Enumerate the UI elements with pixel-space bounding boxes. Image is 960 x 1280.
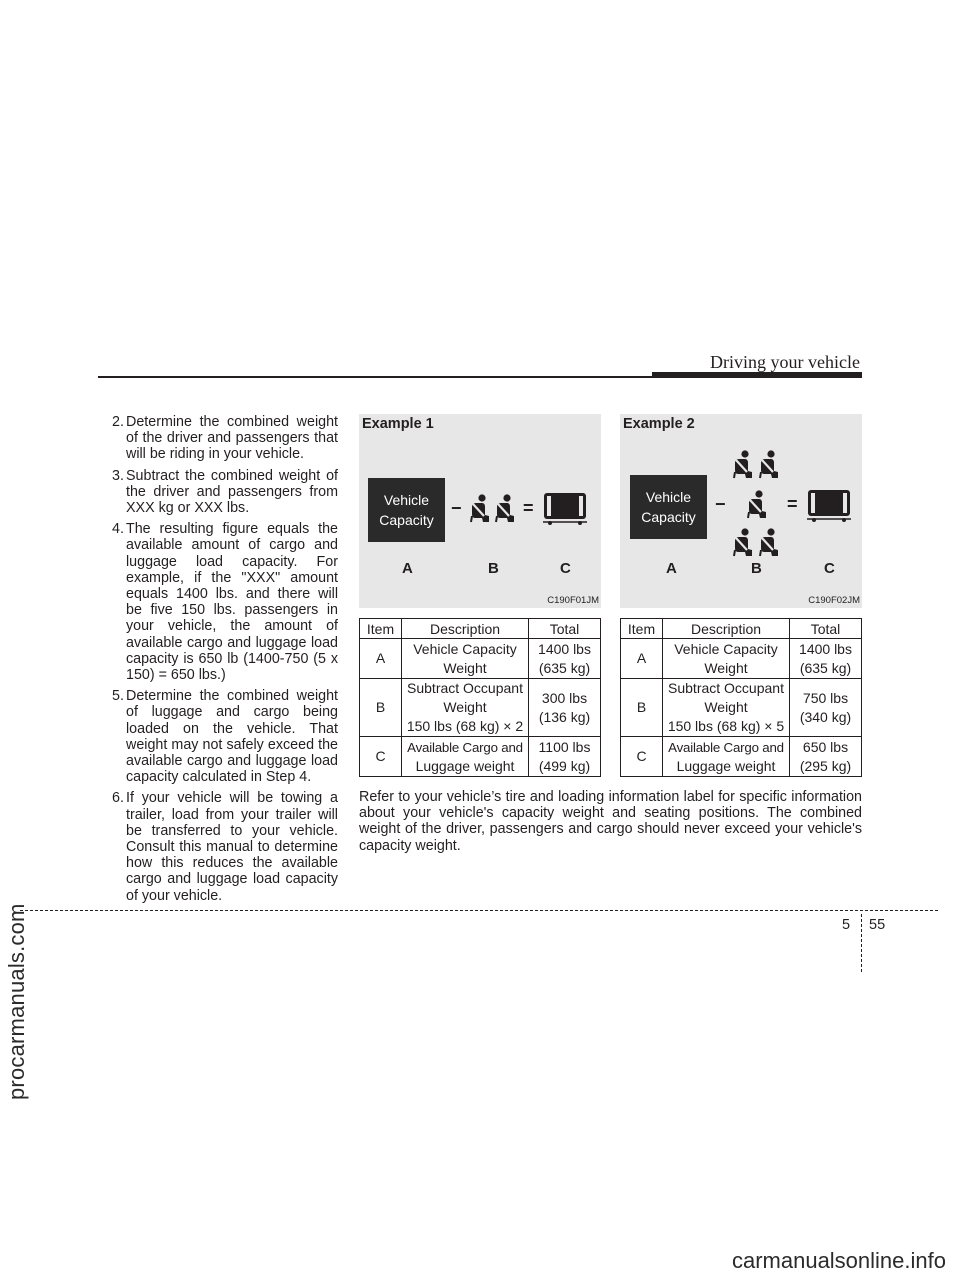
label-c: C [560, 560, 571, 577]
description-line: Vehicle Capacity [674, 640, 778, 657]
vehicle-capacity-box [368, 478, 445, 542]
equals-sign: = [787, 494, 798, 514]
table-header-row [360, 619, 601, 639]
step-text: The resulting figure equals the available amount of cargo and luggage load capacity. For example, if the "XXX" amount equals 1400 lbs. and there will be five 150 lbs. passengers in your vehicle, the amount of available cargo and luggage load capacity is 650 lb (1400-750 (5 x 150) = 650 lbs.) [126, 521, 338, 684]
table-row [621, 737, 862, 777]
description-line: 150 lbs (68 kg) × 2 [406, 718, 524, 734]
label-b: B [751, 560, 762, 577]
header-item: Item [621, 619, 663, 639]
example-2-figure [620, 414, 862, 608]
total-line: (340 kg) [799, 708, 852, 725]
header-item: Item [360, 619, 402, 639]
total-line: 1100 lbs [538, 738, 591, 755]
example-1-table [359, 618, 601, 777]
example-2-table [620, 618, 862, 777]
section-title: Driving your vehicle [710, 352, 860, 372]
footer-dashed-divider [861, 914, 862, 972]
seat-belt-passenger-icon [469, 494, 491, 524]
cell-description [663, 679, 790, 737]
description-line: Available Cargo and [668, 739, 784, 755]
table-row [360, 679, 601, 737]
total-line: (499 kg) [538, 757, 591, 774]
seat-belt-passenger-icon [746, 490, 768, 520]
label-c: C [824, 560, 835, 577]
total-line: 650 lbs [802, 738, 849, 755]
loading-label-note: Refer to your vehicle’s tire and loading information label for specific information about your vehicle's capacity weight and seating positions. The combined weight of the driver, passengers and cargo should never exceed your vehicle's capacity weight. [359, 789, 862, 854]
page-number: 55 [869, 917, 886, 933]
cell-item: B [360, 679, 402, 737]
steps-list [112, 414, 338, 909]
footer-dashed-rule [20, 910, 938, 911]
cell-description [663, 639, 790, 679]
example-1-figure [359, 414, 601, 608]
total-line: (295 kg) [799, 757, 852, 774]
label-b: B [488, 560, 499, 577]
description-line: 150 lbs (68 kg) × 5 [667, 718, 785, 734]
header-total: Total [790, 619, 862, 639]
cell-description [402, 679, 529, 737]
watermark-procarmanuals: procarmanuals.com [4, 903, 29, 1100]
step-2 [112, 414, 338, 463]
minus-sign: − [715, 494, 726, 514]
cargo-luggage-icon [543, 492, 587, 526]
equals-sign: = [523, 498, 534, 518]
total-line: 1400 lbs [799, 640, 852, 657]
description-line: Weight [443, 699, 487, 715]
cell-total [529, 679, 601, 737]
description-line: Available Cargo and [407, 739, 523, 755]
seat-belt-passenger-icon [732, 450, 754, 480]
step-text: Determine the combined weight of luggage and cargo being loaded on the vehicle. That weight may not safely exceed the available cargo and luggage load capacity calculated in Step 4. [126, 688, 338, 786]
table-row [360, 639, 601, 679]
total-line: 300 lbs [541, 689, 588, 706]
seat-belt-passenger-icon [758, 450, 780, 480]
vehicle-capacity-line1: Vehicle [383, 492, 430, 508]
header-description: Description [402, 619, 529, 639]
vehicle-capacity-box [630, 475, 707, 539]
table-header-row [621, 619, 862, 639]
table-row [621, 639, 862, 679]
cell-item: A [621, 639, 663, 679]
label-a: A [402, 560, 413, 577]
figure-code: C190F01JM [547, 595, 599, 606]
minus-sign: − [451, 498, 462, 518]
step-3 [112, 468, 338, 517]
vehicle-capacity-line1: Vehicle [645, 489, 692, 505]
header-description: Description [663, 619, 790, 639]
label-a: A [666, 560, 677, 577]
cell-description [402, 639, 529, 679]
cell-total [529, 639, 601, 679]
header-rule-accent [652, 372, 862, 378]
cell-total [790, 639, 862, 679]
description-line: Weight [704, 659, 748, 676]
cell-item: B [621, 679, 663, 737]
cargo-luggage-icon [807, 489, 851, 523]
description-line: Luggage weight [676, 757, 776, 774]
seat-belt-passenger-icon [758, 528, 780, 558]
description-line: Weight [443, 659, 487, 676]
step-6 [112, 790, 338, 903]
step-text: Subtract the combined weight of the driver and passengers from XXX kg or XXX lbs. [126, 467, 338, 517]
example-title: Example 2 [623, 416, 695, 432]
step-number: 2. [112, 414, 124, 430]
description-line: Weight [704, 699, 748, 715]
vehicle-capacity-line2: Capacity [379, 512, 434, 528]
seat-belt-passenger-icon [732, 528, 754, 558]
description-line: Subtract Occupant [407, 680, 523, 696]
description-line: Luggage weight [415, 757, 515, 774]
total-line: 1400 lbs [538, 640, 591, 657]
step-number: 4. [112, 521, 124, 538]
table-row [360, 737, 601, 777]
example-title: Example 1 [362, 416, 434, 432]
table-row [621, 679, 862, 737]
cell-item: C [360, 737, 402, 777]
vehicle-capacity-line2: Capacity [641, 509, 696, 525]
total-line: 750 lbs [802, 689, 849, 706]
cell-total [529, 737, 601, 777]
cell-total [790, 679, 862, 737]
cell-item: C [621, 737, 663, 777]
step-5 [112, 688, 338, 785]
seat-belt-passenger-icon [494, 494, 516, 524]
total-line: (635 kg) [799, 659, 852, 676]
description-line: Subtract Occupant [668, 680, 784, 696]
step-text: If your vehicle will be towing a trailer, load from your trailer will be transferred to your vehicle. Consult this manual to determine how this reduces the available cargo and luggage load capacity of your vehicle. [126, 790, 338, 904]
total-line: (635 kg) [538, 659, 591, 676]
cell-item: A [360, 639, 402, 679]
step-4 [112, 521, 338, 683]
cell-description [663, 737, 790, 777]
cell-total [790, 737, 862, 777]
watermark-carmanualsonline: carmanualsonline.info [731, 1248, 946, 1273]
description-line: Vehicle Capacity [413, 640, 517, 657]
header-total: Total [529, 619, 601, 639]
cell-description [402, 737, 529, 777]
figure-code: C190F02JM [808, 595, 860, 606]
step-text: Determine the combined weight of the driver and passengers that will be riding in your vehicle. [126, 414, 338, 463]
step-number: 6. [112, 790, 124, 807]
total-line: (136 kg) [538, 708, 591, 725]
step-number: 3. [112, 467, 124, 484]
step-number: 5. [112, 688, 124, 705]
chapter-number: 5 [842, 917, 851, 933]
